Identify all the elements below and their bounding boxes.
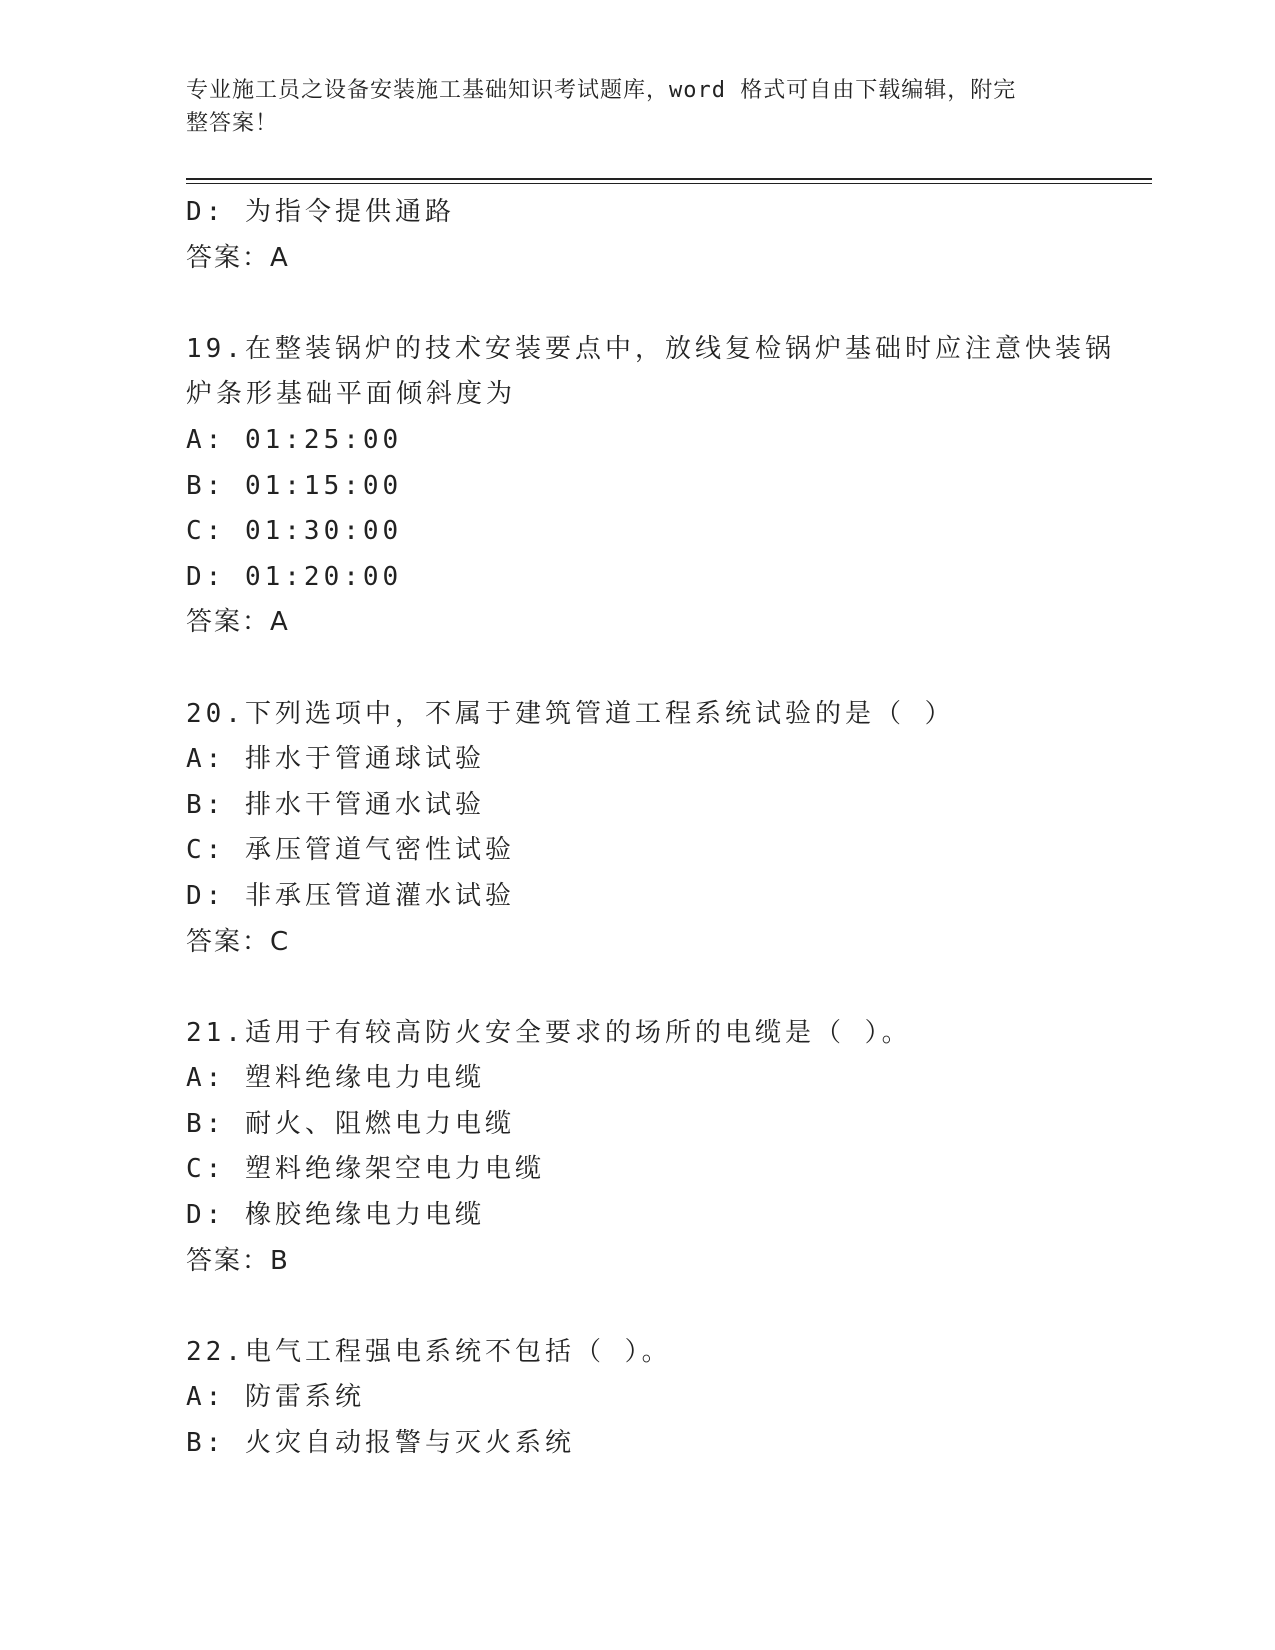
spacer xyxy=(186,1284,1152,1330)
question-stem: 20.下列选项中，不属于建筑管道工程系统试验的是（ ） xyxy=(186,698,955,729)
document-header xyxy=(186,74,1066,140)
spacer xyxy=(186,965,1152,1011)
option-d: D: 01:20:00 xyxy=(186,561,403,592)
option-a: A: 01:25:00 xyxy=(186,424,403,455)
answer-line: 答案：A xyxy=(186,607,290,638)
spacer xyxy=(186,281,1152,327)
answer-line: 答案：A xyxy=(186,242,290,273)
question-stem: 21.适用于有较高防火安全要求的场所的电缆是（ ）。 xyxy=(186,1017,912,1048)
option-d: D: 为指令提供通路 xyxy=(186,197,455,227)
option-a: A: 排水于管通球试验 xyxy=(186,744,485,775)
question-stem: 22.电气工程强电系统不包括（ ）。 xyxy=(186,1336,672,1367)
option-c: C: 塑料绝缘架空电力电缆 xyxy=(186,1154,545,1185)
option-c: C: 承压管道气密性试验 xyxy=(186,835,515,866)
option-a: A: 防雷系统 xyxy=(186,1382,365,1413)
option-b: B: 耐火、阻燃电力电缆 xyxy=(186,1108,515,1139)
question-22 xyxy=(186,1330,1152,1467)
answer-line: 答案：B xyxy=(186,1245,290,1276)
spacer xyxy=(186,646,1152,692)
option-b: B: 01:15:00 xyxy=(186,470,403,501)
answer-line: 答案：C xyxy=(186,926,291,957)
option-d: D: 橡胶绝缘电力电缆 xyxy=(186,1200,485,1231)
question-19 xyxy=(186,327,1152,646)
header-divider xyxy=(186,178,1152,184)
option-a: A: 塑料绝缘电力电缆 xyxy=(186,1063,485,1094)
question-20 xyxy=(186,692,1152,966)
option-b: B: 排水干管通水试验 xyxy=(186,789,485,820)
option-b: B: 火灾自动报警与灭火系统 xyxy=(186,1428,575,1459)
question-stem-continued: 炉条形基础平面倾斜度为 xyxy=(186,379,517,410)
header-title-line2: 整答案！ xyxy=(186,111,279,136)
option-d: D: 非承压管道灌水试验 xyxy=(186,880,515,911)
question-21 xyxy=(186,1011,1152,1285)
option-c: C: 01:30:00 xyxy=(186,516,403,547)
question-content xyxy=(186,190,1152,1467)
header-title-line1: 专业施工员之设备安装施工基础知识考试题库，word 格式可自由下载编辑，附完 xyxy=(186,78,1017,103)
question-stem: 19.在整装锅炉的技术安装要点中，放线复检锅炉基础时应注意快装锅 xyxy=(186,333,1115,364)
